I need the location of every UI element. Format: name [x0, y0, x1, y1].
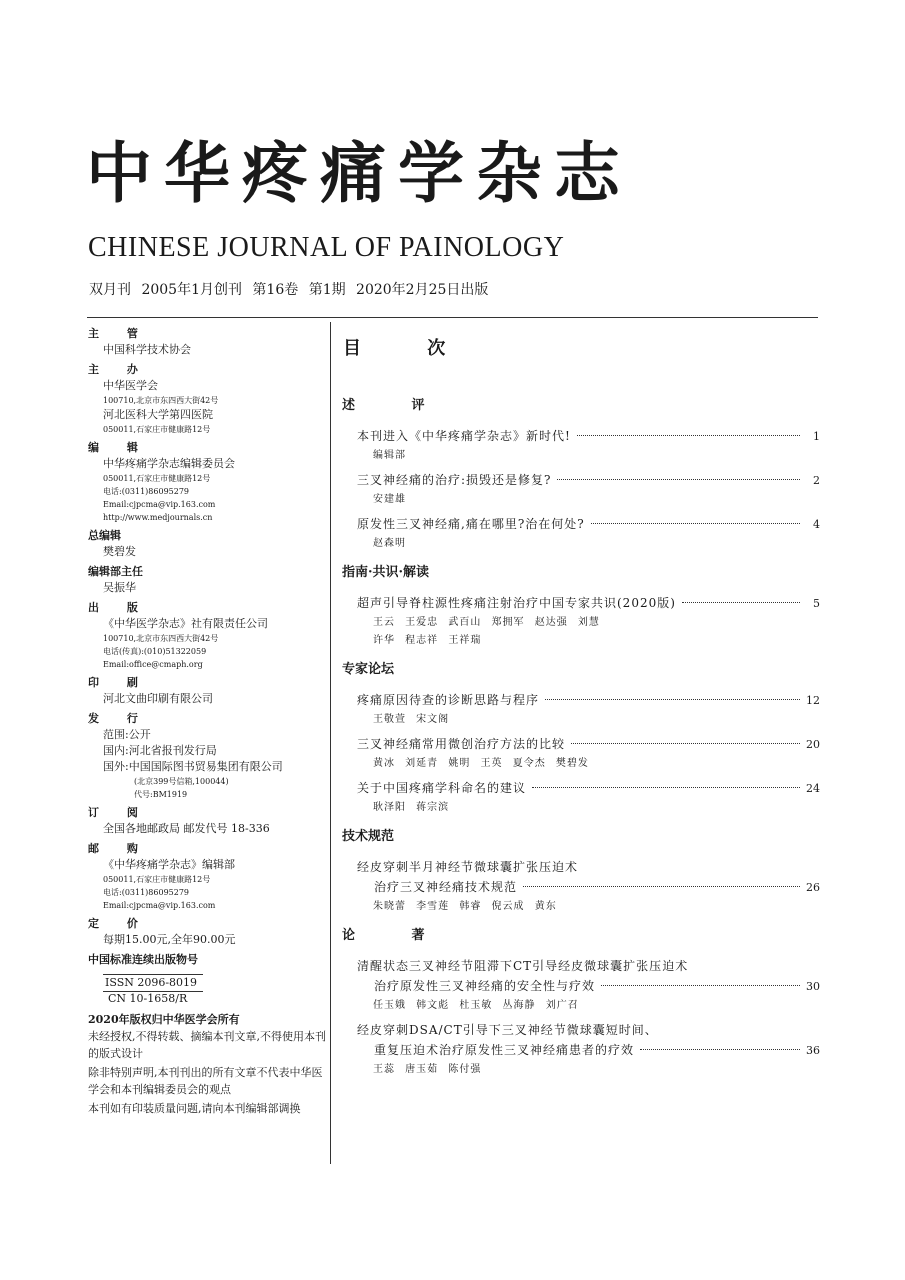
- journal-title-en: CHINESE JOURNAL OF PAINOLOGY: [88, 232, 565, 263]
- toc-entry[interactable]: [342, 470, 820, 509]
- publisher-phone: 电话(传真):(010)51322059: [103, 647, 207, 656]
- article-authors: 安建雄: [373, 494, 406, 505]
- dot-leader: [640, 1049, 800, 1050]
- toc-entry[interactable]: [342, 734, 820, 773]
- publisher: 《中华医学杂志》社有限责任公司: [103, 617, 268, 630]
- toc-entry-title-line: [374, 877, 820, 898]
- organizer-address: 100710,北京市东四西大街42号: [103, 396, 219, 405]
- distribution-label: 发 行: [88, 712, 150, 725]
- sponsor: 中国科学技术协会: [103, 343, 191, 356]
- dot-leader: [571, 743, 800, 744]
- article-title[interactable]: 关于中国疼痛学科命名的建议: [357, 781, 527, 795]
- article-authors: 编辑部: [373, 450, 406, 461]
- article-title[interactable]: 疼痛原因待查的诊断思路与程序: [357, 693, 540, 707]
- toc-entry[interactable]: [342, 690, 820, 729]
- toc-section-heading: 专家论坛: [342, 662, 395, 677]
- toc-entry[interactable]: [342, 956, 820, 1015]
- toc-entry[interactable]: [342, 514, 820, 553]
- mail-order-email[interactable]: Email:cjpcma@vip.163.com: [103, 901, 216, 910]
- article-title[interactable]: 原发性三叉神经痛,痛在哪里?治在何处?: [357, 517, 585, 531]
- page-number: 24: [806, 782, 820, 795]
- mail-order-phone: 电话:(0311)86095279: [103, 888, 190, 897]
- organizer-label: 主 办: [88, 363, 150, 376]
- editor: 中华疼痛学杂志编辑委员会: [103, 457, 235, 470]
- article-title[interactable]: 三叉神经痛常用微创治疗方法的比较: [357, 737, 566, 751]
- dot-leader: [577, 435, 800, 436]
- page-number: 1: [813, 430, 820, 443]
- mail-order-label: 邮 购: [88, 842, 150, 855]
- subscribe-label: 订 阅: [88, 806, 150, 819]
- article-title[interactable]: 经皮穿刺DSA/CT引导下三叉神经节微球囊短时间、: [357, 1023, 658, 1037]
- toc-section-heading: 技术规范: [342, 829, 395, 844]
- office-director-label: 编辑部主任: [88, 565, 143, 578]
- distribution-scope: 范围:公开: [103, 728, 151, 741]
- notice: 除非特别声明,本刊刊出的所有文章不代表中华医学会和本刊编辑委员会的观点: [88, 1066, 323, 1096]
- dot-leader: [545, 699, 800, 700]
- dot-leader: [523, 886, 800, 887]
- printer-label: 印 刷: [88, 676, 150, 689]
- article-authors: 朱晓蕾 李雪莲 韩睿 倪云成 黄东: [373, 901, 557, 912]
- toc-entry-title-line: [374, 976, 820, 997]
- mail-order-address: 050011,石家庄市健康路12号: [103, 875, 211, 884]
- issn: ISSN 2096-8019: [103, 974, 203, 992]
- editor-label: 编 辑: [88, 441, 150, 454]
- toc-entry-title-line: [357, 778, 820, 799]
- toc-entry-title-line: [357, 593, 820, 614]
- toc-section-heading: 论 著: [342, 928, 451, 943]
- article-title[interactable]: 超声引导脊柱源性疼痛注射治疗中国专家共识(2020版): [357, 596, 676, 610]
- toc-entry-title-line: [357, 514, 820, 535]
- chief-editor-label: 总编辑: [88, 529, 121, 542]
- toc-entry-title-line: [374, 1040, 820, 1061]
- article-title[interactable]: 本刊进入《中华疼痛学杂志》新时代!: [357, 429, 571, 443]
- mail-order: 《中华疼痛学杂志》编辑部: [103, 858, 235, 871]
- article-authors: 王蕊 唐玉茹 陈付强: [373, 1064, 482, 1075]
- article-title[interactable]: 经皮穿刺半月神经节微球囊扩张压迫术: [357, 860, 579, 874]
- organizer: 河北医科大学第四医院: [103, 408, 213, 421]
- page-number: 20: [806, 738, 820, 751]
- toc-entry-title-line: [357, 857, 820, 877]
- toc-entry-title-line: [357, 1020, 820, 1040]
- publication-info: 双月刊 2005年1月创刊 第16卷 第1期 2020年2月25日出版: [89, 282, 489, 298]
- distribution-foreign-address: (北京399号信箱,100044): [134, 777, 229, 786]
- article-title[interactable]: 治疗三叉神经痛技术规范: [374, 880, 518, 894]
- notice: 未经授权,不得转载、摘编本刊文章,不得使用本刊的版式设计: [88, 1030, 326, 1060]
- toc-entry-title-line: [357, 426, 820, 447]
- journal-title-cn: 中华疼痛学杂志: [86, 134, 632, 212]
- editor-phone: 电话:(0311)86095279: [103, 487, 190, 496]
- distribution-foreign: 国外:中国国际图书贸易集团有限公司: [103, 760, 283, 773]
- article-title[interactable]: 重复压迫术治疗原发性三叉神经痛患者的疗效: [374, 1043, 635, 1057]
- publisher-email[interactable]: Email:office@cmaph.org: [103, 660, 203, 669]
- article-authors: 王云 王爱忠 武百山 郑拥军 赵达强 刘慧: [373, 617, 600, 628]
- serial-number-label: 中国标准连续出版物号: [88, 953, 198, 966]
- dot-leader: [532, 787, 800, 788]
- article-authors: 黄冰 刘延青 姚明 王英 夏令杰 樊碧发: [373, 758, 589, 769]
- article-authors: 许华 程志祥 王祥瑞: [373, 635, 482, 646]
- toc-entry[interactable]: [342, 426, 820, 465]
- toc-entry-title-line: [357, 734, 820, 755]
- page-number: 26: [806, 881, 820, 894]
- organizer: 中华医学会: [103, 379, 158, 392]
- toc-heading: 目 次: [343, 338, 476, 359]
- article-authors: 王敬萱 宋文阁: [373, 714, 450, 725]
- editor-address: 050011,石家庄市健康路12号: [103, 474, 211, 483]
- chief-editor: 樊碧发: [103, 545, 136, 558]
- page-number: 2: [813, 474, 820, 487]
- organizer-address: 050011,石家庄市健康路12号: [103, 425, 211, 434]
- article-authors: 赵森明: [373, 538, 406, 549]
- price-label: 定 价: [88, 917, 150, 930]
- sponsor-label: 主 管: [88, 327, 150, 340]
- header-divider: [87, 317, 818, 318]
- distribution-foreign-code: 代号:BM1919: [134, 790, 188, 799]
- masthead-column: [88, 325, 328, 1117]
- toc-section-heading: 指南·共识·解读: [342, 565, 430, 580]
- editor-website[interactable]: http://www.medjournals.cn: [103, 513, 213, 522]
- article-title[interactable]: 治疗原发性三叉神经痛的安全性与疗效: [374, 979, 596, 993]
- page-number: 5: [813, 597, 820, 610]
- article-title[interactable]: 清醒状态三叉神经节阻滞下CT引导经皮微球囊扩张压迫术: [357, 959, 689, 973]
- dot-leader: [591, 523, 800, 524]
- copyright: 2020年版权归中华医学会所有: [88, 1013, 240, 1026]
- page-number: 12: [806, 694, 820, 707]
- page-number: 30: [806, 980, 820, 993]
- office-director: 吴振华: [103, 581, 136, 594]
- distribution-domestic: 国内:河北省报刊发行局: [103, 744, 217, 757]
- table-of-contents: [342, 392, 820, 1084]
- notice: 本刊如有印装质量问题,请向本刊编辑部调换: [88, 1102, 301, 1115]
- article-title[interactable]: 三叉神经痛的治疗:损毁还是修复?: [357, 473, 552, 487]
- printer: 河北文曲印刷有限公司: [103, 692, 213, 705]
- toc-entry[interactable]: [342, 593, 820, 650]
- column-divider: [330, 322, 331, 1164]
- page-number: 36: [806, 1044, 820, 1057]
- toc-entry[interactable]: [342, 857, 820, 916]
- publisher-label: 出 版: [88, 601, 150, 614]
- toc-section-heading: 述 评: [342, 398, 451, 413]
- toc-entry[interactable]: [342, 1020, 820, 1079]
- article-authors: 耿泽阳 蒋宗滨: [373, 802, 450, 813]
- editor-email[interactable]: Email:cjpcma@vip.163.com: [103, 500, 216, 509]
- cn-number: CN 10-1658/R: [108, 992, 188, 1005]
- dot-leader: [557, 479, 800, 480]
- toc-entry-title-line: [357, 470, 820, 491]
- subscribe: 全国各地邮政局 邮发代号 18-336: [103, 822, 270, 835]
- toc-entry-title-line: [357, 690, 820, 711]
- dot-leader: [601, 985, 800, 986]
- dot-leader: [682, 602, 800, 603]
- price: 每期15.00元,全年90.00元: [103, 933, 236, 946]
- article-authors: 任玉娥 韩文彪 杜玉敏 丛海静 刘广召: [373, 1000, 579, 1011]
- toc-entry[interactable]: [342, 778, 820, 817]
- toc-entry-title-line: [357, 956, 820, 976]
- page-number: 4: [813, 518, 820, 531]
- publisher-address: 100710,北京市东四西大街42号: [103, 634, 219, 643]
